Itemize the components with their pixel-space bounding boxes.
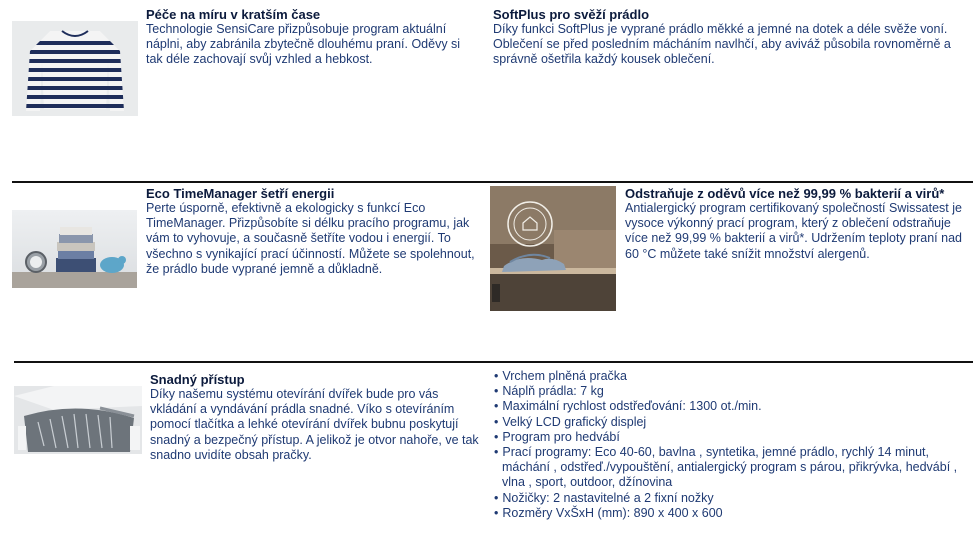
spec-item: • Náplň prádla: 7 kg — [494, 384, 964, 399]
section-divider — [12, 181, 973, 183]
spec-item: • Maximální rychlost odstřeďování: 1300 ot./min. — [494, 399, 964, 414]
spec-item: • Velký LCD grafický displej — [494, 415, 964, 430]
spec-item: • Program pro hedvábí — [494, 430, 964, 445]
feature-title: Odstraňuje z oděvů více než 99,99 % bakterií a virů* — [625, 186, 945, 201]
feature-antiallergy — [625, 186, 965, 262]
section-divider — [14, 361, 973, 363]
feature-softplus — [493, 7, 953, 68]
spec-item: • Prací programy: Eco 40-60, bavlna , syntetika, jemné prádlo, rychlý 14 minut, máchání , odstřeď./vypouštění, antialergický program s párou, přikrývka, hedvábí , vlna , sport, outdoor, džínovina — [494, 445, 964, 491]
swissatest-badge-icon — [490, 186, 616, 311]
feature-text: Díky funkci SoftPlus je vyprané prádlo měkké a jemné na dotek a déle svěže voní. Oblečení se před posledním mácháním navlhčí, aby aviváž působila rovnoměrně a správně ošetřila každý kousek oblečení. — [493, 22, 951, 67]
feature-eco — [146, 186, 478, 277]
spec-list — [494, 369, 964, 521]
folded-laundry-icon — [12, 210, 137, 288]
top-loader-drum-icon — [14, 386, 142, 454]
spec-items — [494, 369, 964, 521]
feature-title: Eco TimeManager šetří energii — [146, 186, 335, 201]
feature-text: Technologie SensiCare přizpůsobuje program aktuální náplni, aby zabránila zbytečně dlouhému praní. Oděvy si tak déle zachovají svůj vzhled a hebkost. — [146, 22, 461, 67]
feature-title: SoftPlus pro svěží prádlo — [493, 7, 650, 22]
eco-image — [12, 210, 137, 288]
feature-title: Péče na míru v kratším čase — [146, 7, 321, 22]
feature-title: Snadný přístup — [150, 372, 245, 387]
access-image — [14, 386, 142, 454]
sweater-image — [12, 21, 138, 116]
feature-text: Antialergický program certifikovaný společností Swissatest je vysoce výkonný prací program, který z oblečení odstraňuje více než 99,99 % bakterií a virů*. Udržením teploty praní nad 60 °C můžete také snížit množství alergenů. — [625, 201, 962, 261]
striped-sweater-icon — [12, 21, 138, 116]
spec-item: • Rozměry VxŠxH (mm): 890 x 400 x 600 — [494, 506, 964, 521]
feature-access — [150, 372, 480, 463]
feature-text: Perte úsporně, efektivně a ekologicky s funkcí Eco TimeManager. Přizpůsobíte si délku pracího programu, jak vám to vyhovuje, a současně šetříte vodou i energií. To všechno s vynikající prací účinností. Můžete se spolehnout, že prádlo bude vyprané jemně a důkladně. — [146, 201, 475, 276]
antiallergy-image — [490, 186, 616, 311]
feature-sensicare — [146, 7, 476, 68]
feature-text: Díky našemu systému otevírání dvířek bude pro vás vkládání a vyndávání prádla snadné. Víko s otevíráním pomocí tlačítka a lehké otevírání dvířek bubnu poskytují snadný a bezpečný přístup. A jelikož je otvor nahoře, ve tak snadno uvidíte obsah pračky. — [150, 387, 479, 462]
spec-item: • Vrchem plněná pračka — [494, 369, 964, 384]
spec-item: • Nožičky: 2 nastavitelné a 2 fixní nožky — [494, 491, 964, 506]
